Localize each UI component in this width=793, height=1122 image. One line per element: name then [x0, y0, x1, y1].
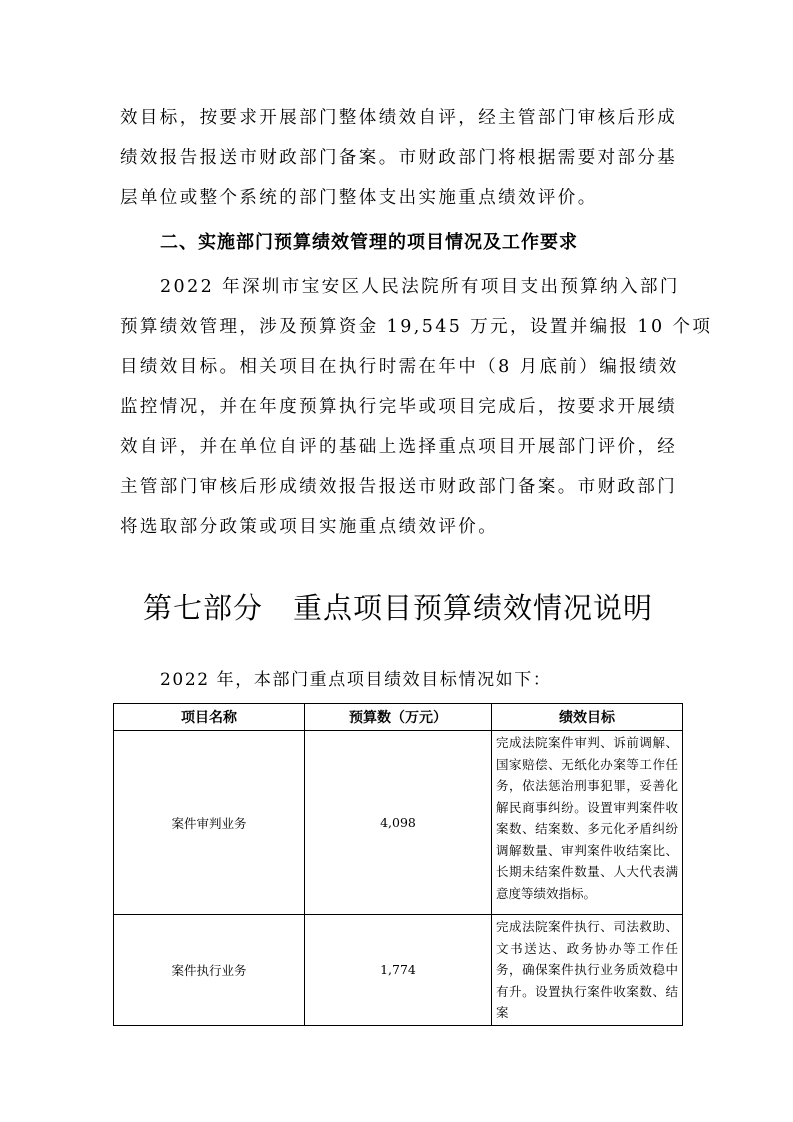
body-text-line: 主管部门审核后形成绩效报告报送市财政部门备案。市财政部门	[120, 477, 678, 497]
table-row	[114, 731, 683, 915]
table-intro: 2022 年，本部门重点项目绩效目标情况如下：	[160, 670, 552, 690]
body-text-line: 层单位或整个系统的部门整体支出实施重点绩效评价。	[120, 188, 598, 208]
body-text-line: 将选取部分政策或项目实施重点绩效评价。	[120, 517, 499, 537]
body-text-line: 2022 年深圳市宝安区人民法院所有项目支出预算纳入部门	[160, 277, 680, 297]
table-row	[114, 915, 683, 1026]
project-name-cell: 案件执行业务	[114, 915, 305, 1026]
performance-goal-text: 完成法院案件审判、诉前调解、国家赔偿、无纸化办案等工作任务，依法惩治刑事犯罪，妥善化解民商事纠纷。设置审判案件收案数、结案数、多元化矛盾纠纷调解数量、审判案件收结案比、长期未结案件数量、人大代表满意度等绩效指标。	[496, 735, 678, 901]
budget-cell: 4,098	[305, 731, 492, 915]
part-title: 第七部分 重点项目预算绩效情况说明	[143, 591, 654, 625]
body-text-line: 目绩效目标。相关项目在执行时需在年中（8 月底前）编报绩效	[120, 357, 679, 377]
header-performance-goal: 绩效目标	[492, 704, 683, 731]
performance-goal-cell	[492, 731, 683, 915]
header-budget: 预算数（万元）	[305, 704, 492, 731]
body-text-line: 预算绩效管理，涉及预算资金 19,545 万元，设置并编报 10 个项	[120, 317, 713, 337]
budget-cell: 1,774	[305, 915, 492, 1026]
section-heading: 二、实施部门预算绩效管理的项目情况及工作要求	[160, 232, 578, 253]
performance-table	[113, 703, 683, 1026]
body-text-line: 效自评，并在单位自评的基础上选择重点项目开展部门评价，经	[120, 437, 678, 457]
table-header-row	[114, 704, 683, 731]
header-project-name: 项目名称	[114, 704, 305, 731]
performance-goal-text: 完成法院案件执行、司法救助、文书送达、政务协办等工作任务，确保案件执行业务质效稳中有升。设置执行案件收案数、结案	[496, 919, 678, 1020]
body-text-line: 绩效报告报送市财政部门备案。市财政部门将根据需要对部分基	[120, 148, 678, 168]
body-text-line: 效目标，按要求开展部门整体绩效自评，经主管部门审核后形成	[120, 108, 678, 128]
body-text-line: 监控情况，并在年度预算执行完毕或项目完成后，按要求开展绩	[120, 397, 678, 417]
performance-goal-cell	[492, 915, 683, 1026]
project-name-cell: 案件审判业务	[114, 731, 305, 915]
